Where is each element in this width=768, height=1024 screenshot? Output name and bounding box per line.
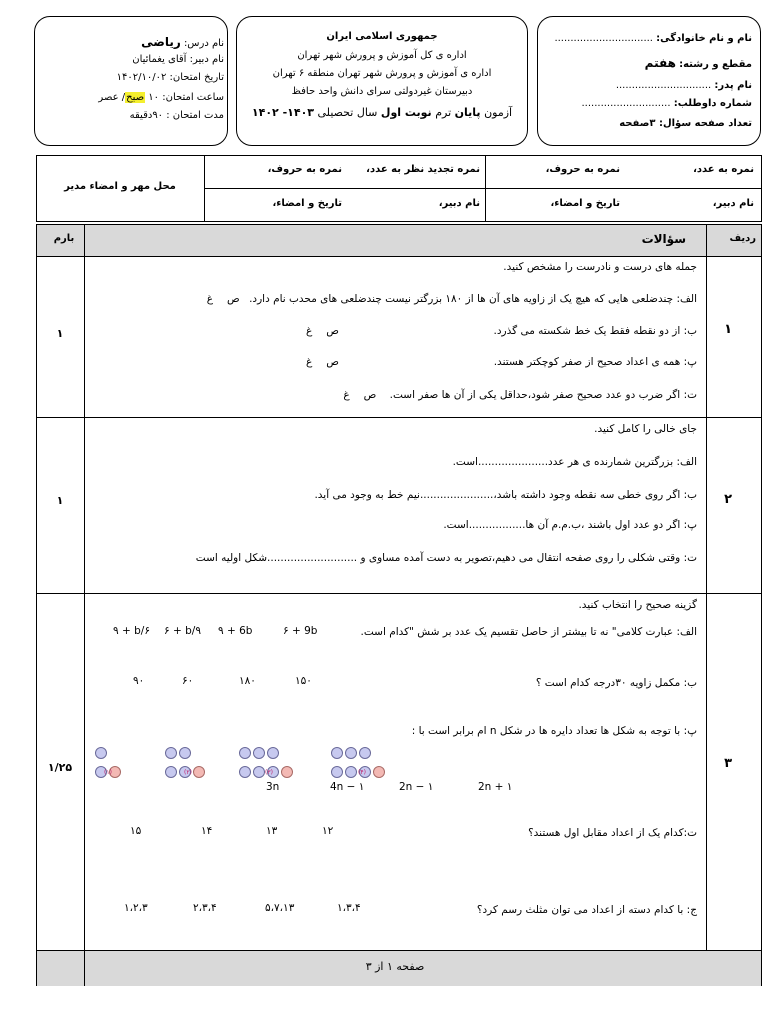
exam-date-field: تاریخ امتحان: ۱۴۰۲/۱۰/۰۲ (116, 72, 224, 83)
date-sign-label-2: تاریخ و امضاء، (272, 198, 342, 209)
q1c-false-option[interactable]: غ (306, 356, 313, 368)
principal-stamp-label: محل مهر و امضاء مدیر (64, 181, 176, 192)
row-col-divider (706, 224, 707, 950)
q3a-option-3[interactable]: ۶ + b/۹ (164, 625, 201, 637)
circle-figure-3 (238, 744, 294, 782)
score-word-label: نمره به حروف، (545, 164, 620, 175)
q1b-true-option[interactable]: ص (326, 325, 339, 337)
q3e-option-3[interactable]: ۲،۳،۴ (193, 902, 217, 914)
question-score-2: ۱ (56, 494, 64, 507)
grade-row-divider (204, 188, 762, 189)
q3c-option-2[interactable]: 2n − ۱ (399, 781, 434, 793)
figure-label-3: (۳) (265, 769, 273, 776)
father-name-field: نام پدر: .............................. (615, 80, 752, 91)
q1-title: جمله های درست و نادرست را مشخص کنید. (503, 261, 697, 273)
q3e-option-2[interactable]: ۵،۷،۱۳ (265, 902, 295, 914)
q2-item-b: ب: اگر روی خطی سه نقطه وجود داشته باشد،......................نیم خط به وجود می آید. (314, 489, 697, 501)
score-header: بارم (53, 233, 75, 244)
stamp-divider (204, 155, 205, 222)
q1d-false-option[interactable]: غ (343, 389, 350, 401)
question-score-1: ۱ (56, 327, 64, 340)
score-col-divider (84, 224, 85, 986)
q3e-option-4[interactable]: ۱،۲،۳ (124, 902, 148, 914)
q1c-true-option[interactable]: ص (326, 356, 339, 368)
q3-item-d: ت:کدام یک از اعداد مقابل اول هستند؟ (528, 827, 697, 839)
q3-item-a: الف: عبارت کلامی" نه تا بیشتر از حاصل تقسیم یک عدد بر شش "کدام است. (360, 626, 697, 638)
q1-item-a: الف: چندضلعی هایی که هیچ یک از زاویه های آن ها از ۱۸۰ بزرگتر نیست چندضلعی های محدب نام دارد. صغ (206, 293, 697, 305)
circle-figure-4 (330, 744, 386, 782)
q1d-true-option[interactable]: ص (363, 389, 377, 401)
q3d-option-3[interactable]: ۱۴ (201, 825, 213, 837)
republic-title: جمهوری اسلامی ایران (326, 31, 438, 42)
q1-item-d: ت: اگر ضرب دو عدد صحیح صفر شود،حداقل یکی از آن ها صفر است. صغ (343, 389, 697, 401)
exam-duration-field: مدت امتحان : ۹۰دقیقه (129, 110, 224, 121)
figure-label-1: (۱) (104, 769, 112, 776)
circle-figure-2 (164, 744, 206, 782)
row-header: ردیف (729, 233, 756, 244)
q1b-tf-options (306, 324, 339, 338)
page-count: تعداد صفحه سؤال: ۳صفحه (619, 118, 752, 129)
teacher-field: نام دبیر: آقای یغمائیان (132, 54, 224, 65)
q1a-true-option[interactable]: ص (227, 293, 240, 305)
exam-title: آزمون پایان ترم نوبت اول سال تحصیلی ۱۴۰۳- ۱۴۰۲ (251, 106, 513, 119)
q1a-false-option[interactable]: غ (206, 293, 214, 305)
q3c-option-4[interactable]: 3n (266, 781, 280, 793)
page-number: صفحه ۱ از ۳ (365, 960, 425, 973)
q2-item-a: الف: بزرگترین شمارنده ی هر عدد.....................است. (452, 456, 697, 468)
row-divider-2 (36, 593, 762, 594)
office-line: اداره ی کل آموزش و پرورش شهر تهران (297, 50, 467, 61)
review-word-label: نمره به حروف، (267, 164, 342, 175)
q3a-option-4[interactable]: ۹ + b/۶ (113, 625, 150, 637)
grade-field: مقطع و رشته: هفتم (644, 56, 752, 70)
q3b-option-3[interactable]: ۶۰ (182, 675, 194, 687)
date-sign-label: تاریخ و امضاء، (550, 198, 620, 209)
q3a-option-2[interactable]: ۹ + 6b (218, 625, 253, 637)
score-number-label: نمره به عدد، (693, 164, 754, 175)
q3b-option-4[interactable]: ۹۰ (133, 675, 145, 687)
question-number-2: ۲ (724, 492, 732, 507)
review-number-label: نمره تجدید نظر به عدد، (366, 164, 480, 175)
row-divider-1 (36, 417, 762, 418)
course-field: نام درس: ریاضی (141, 35, 224, 49)
q1b-false-option[interactable]: غ (306, 325, 313, 337)
teacher-name-label: نام دبیر، (712, 198, 754, 209)
q3a-option-1[interactable]: ۶ + 9b (283, 625, 318, 637)
q3d-option-1[interactable]: ۱۲ (322, 825, 334, 837)
q3-item-c: پ: با توجه به شکل ها تعداد دایره ها در شکل n ام برابر است با : (411, 725, 697, 737)
question-score-3: ۱/۲۵ (47, 761, 73, 774)
q1-item-b: ب: از دو نقطه فقط یک خط شکسته می گذرد. (493, 325, 697, 337)
q1c-tf-options (306, 355, 339, 369)
exam-time-field: ساعت امتحان: ۱۰ صبح/ عصر (98, 92, 224, 103)
teacher-name-label-2: نام دبیر، (438, 198, 480, 209)
figure-label-2: (۲) (184, 769, 192, 776)
questions-header: سؤالات (641, 232, 686, 246)
q3d-option-4[interactable]: ۱۵ (130, 825, 142, 837)
grade-divider (485, 155, 486, 222)
q3-item-e: ج: با کدام دسته از اعداد می توان مثلث رسم کرد؟ (476, 904, 697, 916)
q2-item-c: پ: اگر دو عدد اول باشند ،ب.م.م آن ها.................است. (443, 519, 697, 531)
q3e-option-1[interactable]: ۱،۳،۴ (337, 902, 361, 914)
q2-item-d: ت: وقتی شکلی را روی صفحه انتقال می دهیم،تصویر به دست آمده مساوی و ...........................شکل اولیه است (195, 552, 697, 564)
question-number-1: ۱ (724, 322, 732, 337)
q3b-option-2[interactable]: ۱۸۰ (239, 675, 256, 687)
q3d-option-2[interactable]: ۱۳ (266, 825, 278, 837)
district-line: اداره ی آموزش و پرورش شهر تهران منطقه ۶ تهران (272, 68, 492, 79)
q3b-option-1[interactable]: ۱۵۰ (295, 675, 312, 687)
figure-label-4: (۴) (358, 769, 366, 776)
q3c-option-3[interactable]: 4n − ۱ (330, 781, 365, 793)
q3c-option-1[interactable]: 2n + ۱ (478, 781, 513, 793)
seat-number-field: شماره داوطلب: ............................ (581, 98, 752, 109)
question-number-3: ۳ (724, 756, 732, 771)
q2-title: جای خالی را کامل کنید. (594, 423, 697, 435)
q3-item-b: ب: مکمل زاویه ۳۰درجه کدام است ؟ (535, 677, 697, 689)
q3-title: گزینه صحیح را انتخاب کنید. (578, 599, 697, 611)
q1-item-c: پ: همه ی اعداد صحیح از صفر کوچکتر هستند. (493, 356, 697, 368)
school-line: دبیرستان غیردولتی سرای دانش واحد حافظ (291, 86, 473, 97)
student-name-field: نام و نام خانوادگی: ............................... (554, 33, 752, 44)
circle-figure-1 (94, 744, 122, 782)
